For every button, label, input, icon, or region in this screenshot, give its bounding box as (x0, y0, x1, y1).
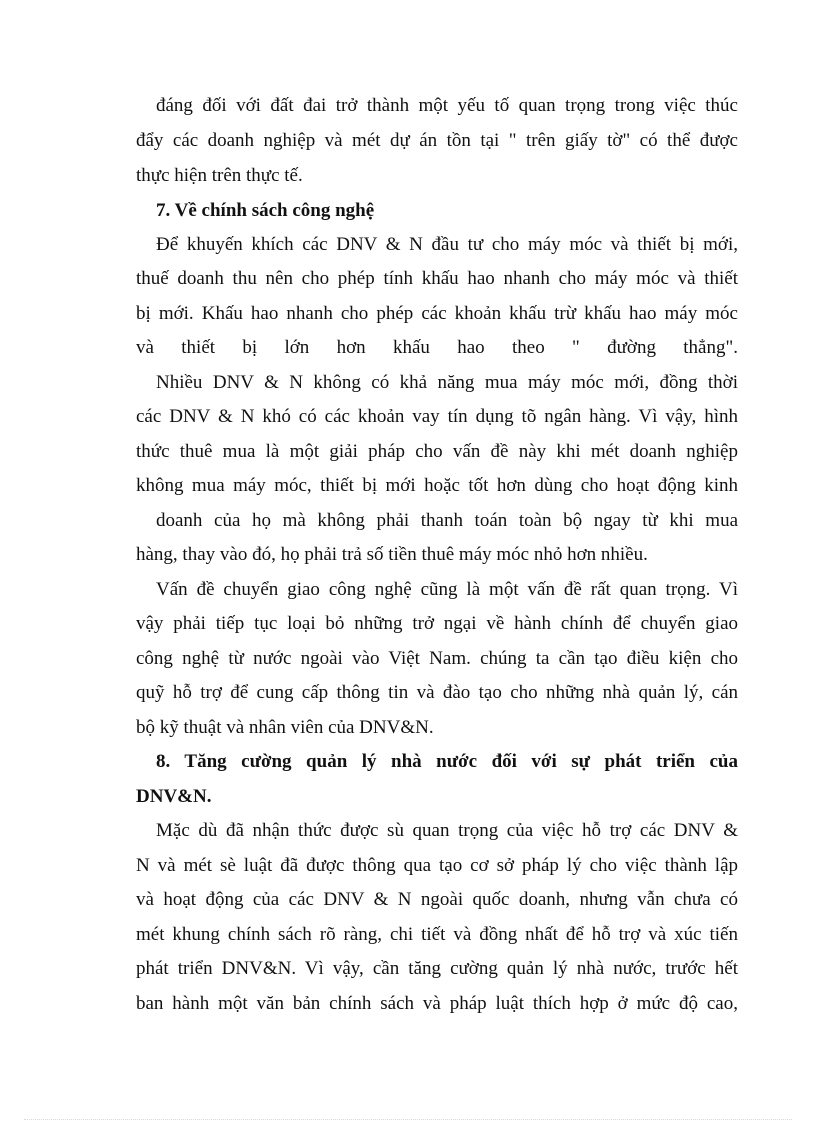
text-line: Để khuyến khích các DNV & N đầu tư cho máy móc và thiết bị mới, (156, 234, 738, 255)
text-line: Mặc dù đã nhận thức được sù quan trọng của việc hỗ trợ các DNV & (156, 820, 738, 841)
text-line: bị mới. Khấu hao nhanh cho phép các khoản khấu trừ khấu hao máy móc (136, 303, 738, 324)
text-line: Vấn đề chuyển giao công nghệ cũng là một vấn đề rất quan trọng. Vì (156, 579, 738, 600)
text-line: và thiết bị lớn hơn khấu hao theo " đường thẳng". (136, 337, 738, 358)
section-heading-state-management-cont: DNV&N. (136, 786, 212, 807)
page-bottom-rule (24, 1119, 792, 1120)
section-heading-state-management: 8. Tăng cường quản lý nhà nước đối với sự phát triển của (156, 751, 738, 772)
text-line: N và mét sè luật đã được thông qua tạo cơ sở pháp lý cho việc thành lập (136, 855, 738, 876)
text-line: mét khung chính sách rõ ràng, chi tiết và đồng nhất để hỗ trợ và xúc tiến (136, 924, 738, 945)
section-heading-technology-policy: 7. Về chính sách công nghệ (156, 200, 375, 221)
text-line: các DNV & N khó có các khoản vay tín dụng tõ ngân hàng. Vì vậy, hình (136, 406, 738, 427)
text-line: thức thuê mua là một giải pháp cho vấn đề này khi mét doanh nghiệp (136, 441, 738, 462)
text-line: quỹ hỗ trợ để cung cấp thông tin và đào tạo cho những nhà quản lý, cán (136, 682, 738, 703)
text-line: hàng, thay vào đó, họ phải trả số tiền thuê máy móc nhỏ hơn nhiều. (136, 544, 648, 565)
text-line: phát triển DNV&N. Vì vậy, cần tăng cường quản lý nhà nước, trước hết (136, 958, 738, 979)
text-line: không mua máy móc, thiết bị mới hoặc tốt hơn dùng cho hoạt động kinh (136, 475, 738, 496)
text-line: thuế doanh thu nên cho phép tính khấu hao nhanh cho máy móc và thiết (136, 268, 738, 289)
text-line: công nghệ từ nước ngoài vào Việt Nam. chúng ta cần tạo điều kiện cho (136, 648, 738, 669)
text-line: đáng đối với đất đai trở thành một yếu tố quan trọng trong việc thúc (156, 95, 738, 116)
text-line: thực hiện trên thực tế. (136, 165, 303, 186)
text-line: đẩy các doanh nghiệp và mét dự án tồn tại " trên giấy tờ" có thể được (136, 130, 738, 151)
text-line: và hoạt động của các DNV & N ngoài quốc doanh, nhưng vẫn chưa có (136, 889, 738, 910)
text-line: ban hành một văn bản chính sách và pháp luật thích hợp ở mức độ cao, (136, 993, 738, 1014)
text-line: Nhiều DNV & N không có khả năng mua máy móc mới, đồng thời (156, 372, 738, 393)
text-line: vậy phải tiếp tục loại bỏ những trở ngại về hành chính để chuyển giao (136, 613, 738, 634)
text-line: bộ kỹ thuật và nhân viên của DNV&N. (136, 717, 434, 738)
text-line: doanh của họ mà không phải thanh toán toàn bộ ngay từ khi mua (156, 510, 738, 531)
